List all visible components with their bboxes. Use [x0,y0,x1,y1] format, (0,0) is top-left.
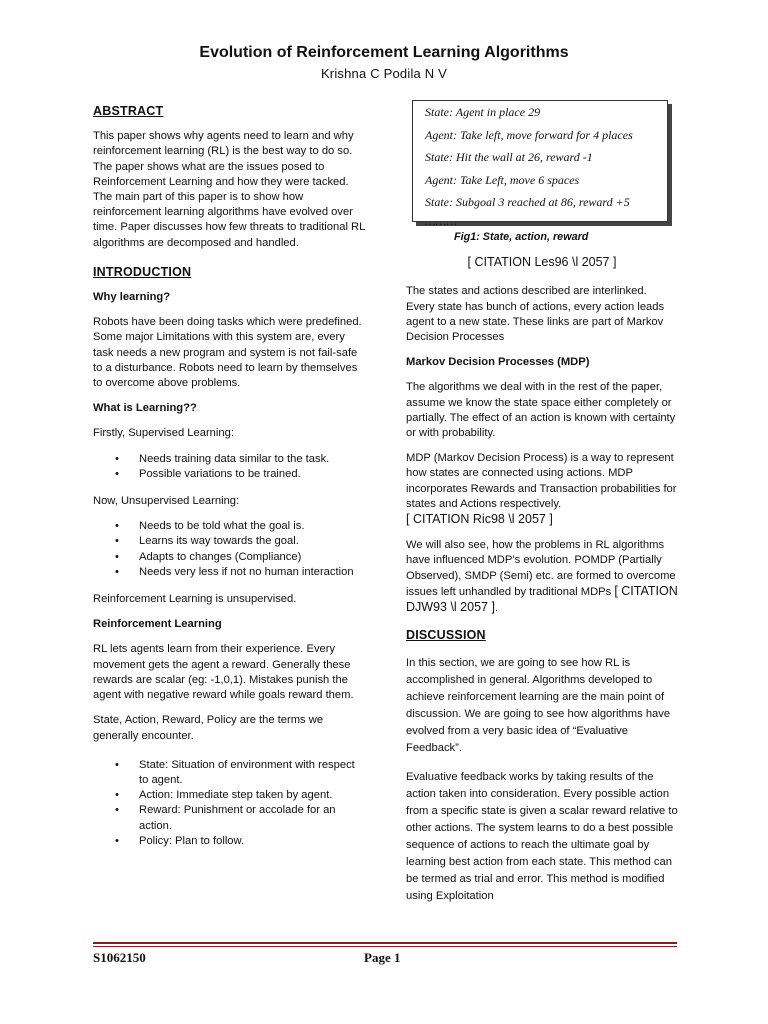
discussion-heading: DISCUSSION [406,628,486,643]
figure-caption: Fig1: State, action, reward [454,231,589,243]
footer-rule-thin [93,946,677,947]
figure-line: Agent: Take left, move forward for 4 places [425,127,633,142]
right-column [406,100,678,915]
figure-line: State: Agent in place 29 [425,105,541,119]
unsupervised-intro: Now, Unsupervised Learning: [93,495,240,508]
abstract-text: This paper shows why agents need to learn and why reinforcement learning (RL) is the best way to do so. The paper shows what are the issues posed to Reinforcement Learning and how they were tacked. The main part of this paper is to show how reinforcement learning algorithms have evolved over time. Paper discusses how few threats to traditional RL algorithms are decomposed and handled. [93,130,365,249]
list-item: • Reward: Punishment or accolade for an action. [93,803,365,833]
footer-rule [93,942,677,944]
rl-text: RL lets agents learn from their experience. Every movement gets the agent a reward. Generally these rewards are scalar (eg: -1,0,1). Mistakes punish the agent with negative reward while goals reward them. [93,643,354,702]
list-item: • Adapts to changes (Compliance) [93,550,365,565]
why-learning-heading: Why learning? [93,291,171,304]
states-text: The states and actions described are interlinked. Every state has bunch of actions, every action leads agent to a new state. These links are part of Markov Decision Processes [406,285,665,344]
supervised-intro: Firstly, Supervised Learning: [93,427,234,440]
figure-line: ……… [425,213,458,228]
discussion-text-1: In this section, we are going to see how RL is accomplished in general. Algorithms developed to achieve reinforcement learning are the main point of discussion. We are going to see how algorithms have evolved from a very basic idea of “Evaluative Feedback”. [406,657,671,755]
terms-text: State, Action, Reward, Policy are the terms we generally encounter. [93,714,324,742]
discussion-text-2: Evaluative feedback works by taking results of the action taken into consideration. Every possible action from a specific state is given a scalar reward relative to other actions. The system learns to do a best possible sequence of actions to reach the ultimate goal by learning best action from each state. This method can be termed as trial and error. This method is modified using Exploitation [406,771,678,903]
citation: [ CITATION Ric98 \l 2057 ] [406,512,553,527]
footer-id: S1062150 [93,950,146,965]
list-item: • Needs very less if not no human interaction [93,565,365,580]
introduction-heading: INTRODUCTION [93,264,192,279]
what-is-learning-heading: What is Learning?? [93,402,197,415]
citation: [ CITATION DJW93 \l 2057 ] [406,583,678,615]
list-item: • Possible variations to be trained. [93,467,365,482]
list-item: • Needs to be told what the goal is. [93,519,365,534]
citation: [ CITATION Les96 \l 2057 ] [467,255,617,270]
figure-line: State: Subgoal 3 reached at 86, reward +5 [425,195,630,209]
list-item: • Needs training data similar to the task. [93,452,365,467]
state-action-figure [412,100,668,228]
mdp-text-1: The algorithms we deal with in the rest of the paper, assume we know the state space either completely or partially. The effect of an action is known with certainty or with probability. [406,381,676,440]
figure-line: State: Hit the wall at 26, reward -1 [425,150,593,164]
list-item: • Policy: Plan to follow. [93,834,365,849]
abstract-heading: ABSTRACT [93,104,164,118]
reinforcement-learning-heading: Reinforcement Learning [93,618,222,631]
sentence-end: . [494,602,499,615]
terms-list [93,758,365,849]
mdp-heading: Markov Decision Processes (MDP) [406,356,590,369]
left-column [93,104,365,861]
list-item: • Action: Immediate step taken by agent. [93,788,365,803]
figure-line: Agent: Take Left, move 6 spaces [425,172,580,187]
mdp-text-3-body: We will also see, how the problems in RL algorithms have influenced MDP’s evolution. POMDP (Partially Observed), SMDP (Semi) etc. are formed to overcome issues left unhandled by traditional MDPs [406,539,676,598]
supervised-list [93,452,365,482]
rl-unsupervised-text: Reinforcement Learning is unsupervised. [93,593,297,606]
page-number: Page 1 [364,950,401,965]
mdp-text-2-body: MDP (Markov Decision Process) is a way to represent how states are connected using actions. MDP incorporates Rewards and Transaction probabilities for states and Actions respectively. [406,452,677,510]
paper-title: Evolution of Reinforcement Learning Algorithms [199,44,569,61]
mdp-text-2 [406,451,678,528]
why-learning-text: Robots have been doing tasks which were predefined. Some major Limitations with this system are, every task needs a new program and system is not fail-safe to a disturbance. Robots need to learn by themselves to overcome above problems. [93,316,362,390]
list-item: • State: Situation of environment with respect to agent. [93,758,365,788]
author-name: Krishna C Podila N V [320,66,448,81]
unsupervised-list [93,519,365,580]
mdp-text-3 [406,538,678,616]
list-item: • Learns its way towards the goal. [93,534,365,549]
